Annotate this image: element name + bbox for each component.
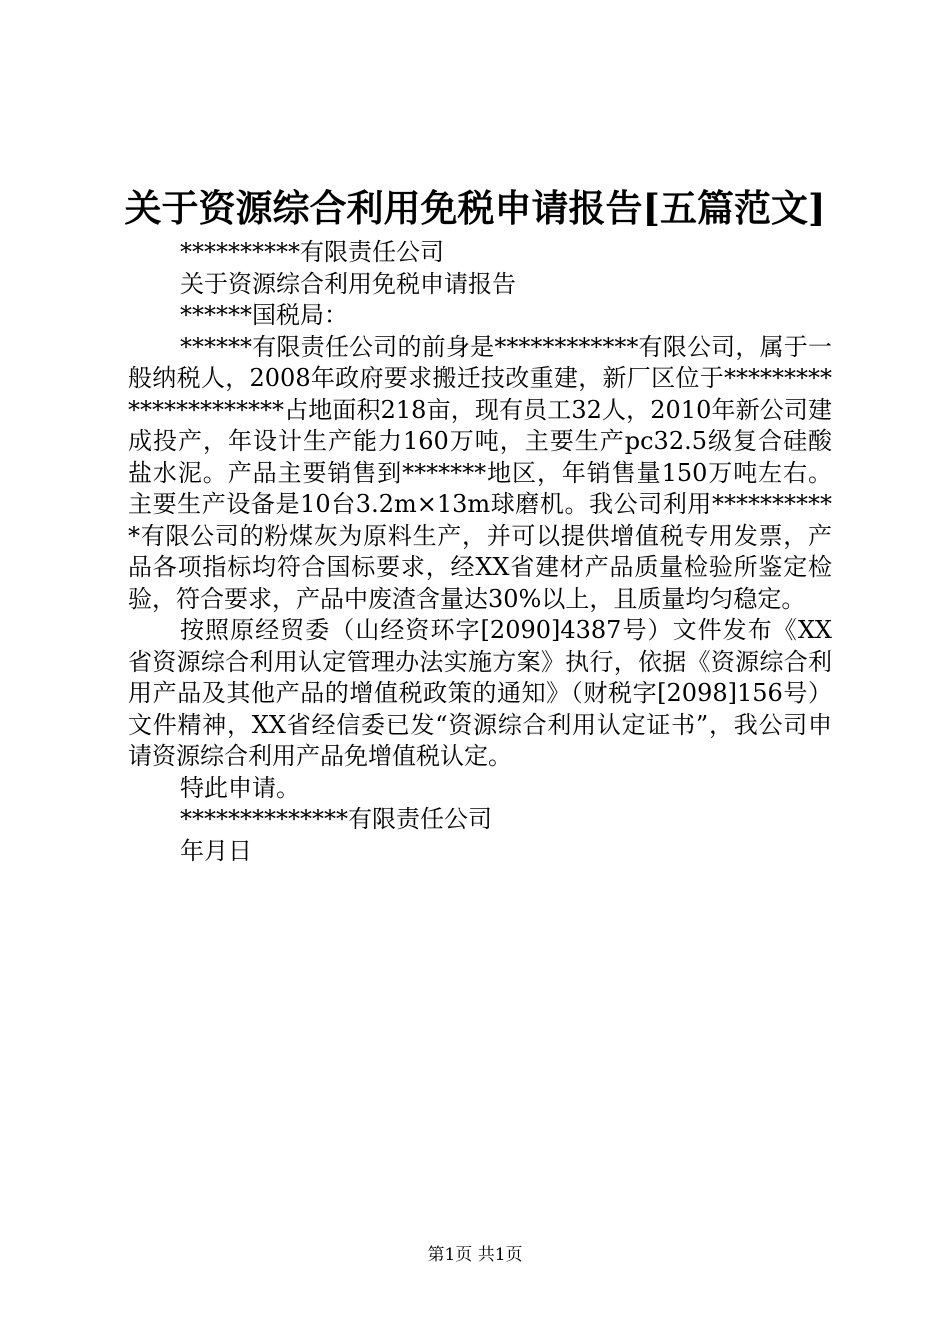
paragraph-company-info: ******有限责任公司的前身是************有限公司，属于一般纳税人，2008年政府要求搬迁技改重建，新厂区位于**********************占地面积218亩，现有员工32人，2010年新公司建成投产，年设计生产能力160万吨，主要生产pc32.5级复合硅酸盐水泥。产品主要销售到*******地区，年销售量150万吨左右。主要生产设备是10台3.2m×13m球磨机。我公司利用***********有限公司的粉煤灰为原料生产，并可以提供增值税专用发票，产品各项指标均符合国标要求，经XX省建材产品质量检验所鉴定检验，符合要求，产品中废渣含量达30%以上，且质量均匀稳定。: [128, 332, 832, 613]
date-line: 年月日: [180, 836, 252, 865]
report-title: 关于资源综合利用免税申请报告: [180, 269, 516, 298]
paragraph-legal-basis: 按照原经贸委（山经资环字[2090]4387号）文件发布《XX省资源综合利用认定管理办法实施方案》执行，依据《资源综合利用产品及其他产品的增值税政策的通知》（财税字[2098]156号）文件精神，XX省经信委已发“资源综合利用认定证书”，我公司申请资源综合利用产品免增值税认定。: [128, 616, 832, 770]
page-footer: 第1页 共1页: [427, 1245, 523, 1265]
document-body: [128, 237, 832, 867]
document-title: 关于资源综合利用免税申请报告[五篇范文]: [124, 186, 826, 230]
closing-line: 特此申请。: [180, 773, 300, 802]
company-header: **********有限责任公司: [180, 238, 444, 266]
addressee: ******国税局：: [180, 301, 348, 329]
signature: **************有限责任公司: [180, 805, 492, 833]
